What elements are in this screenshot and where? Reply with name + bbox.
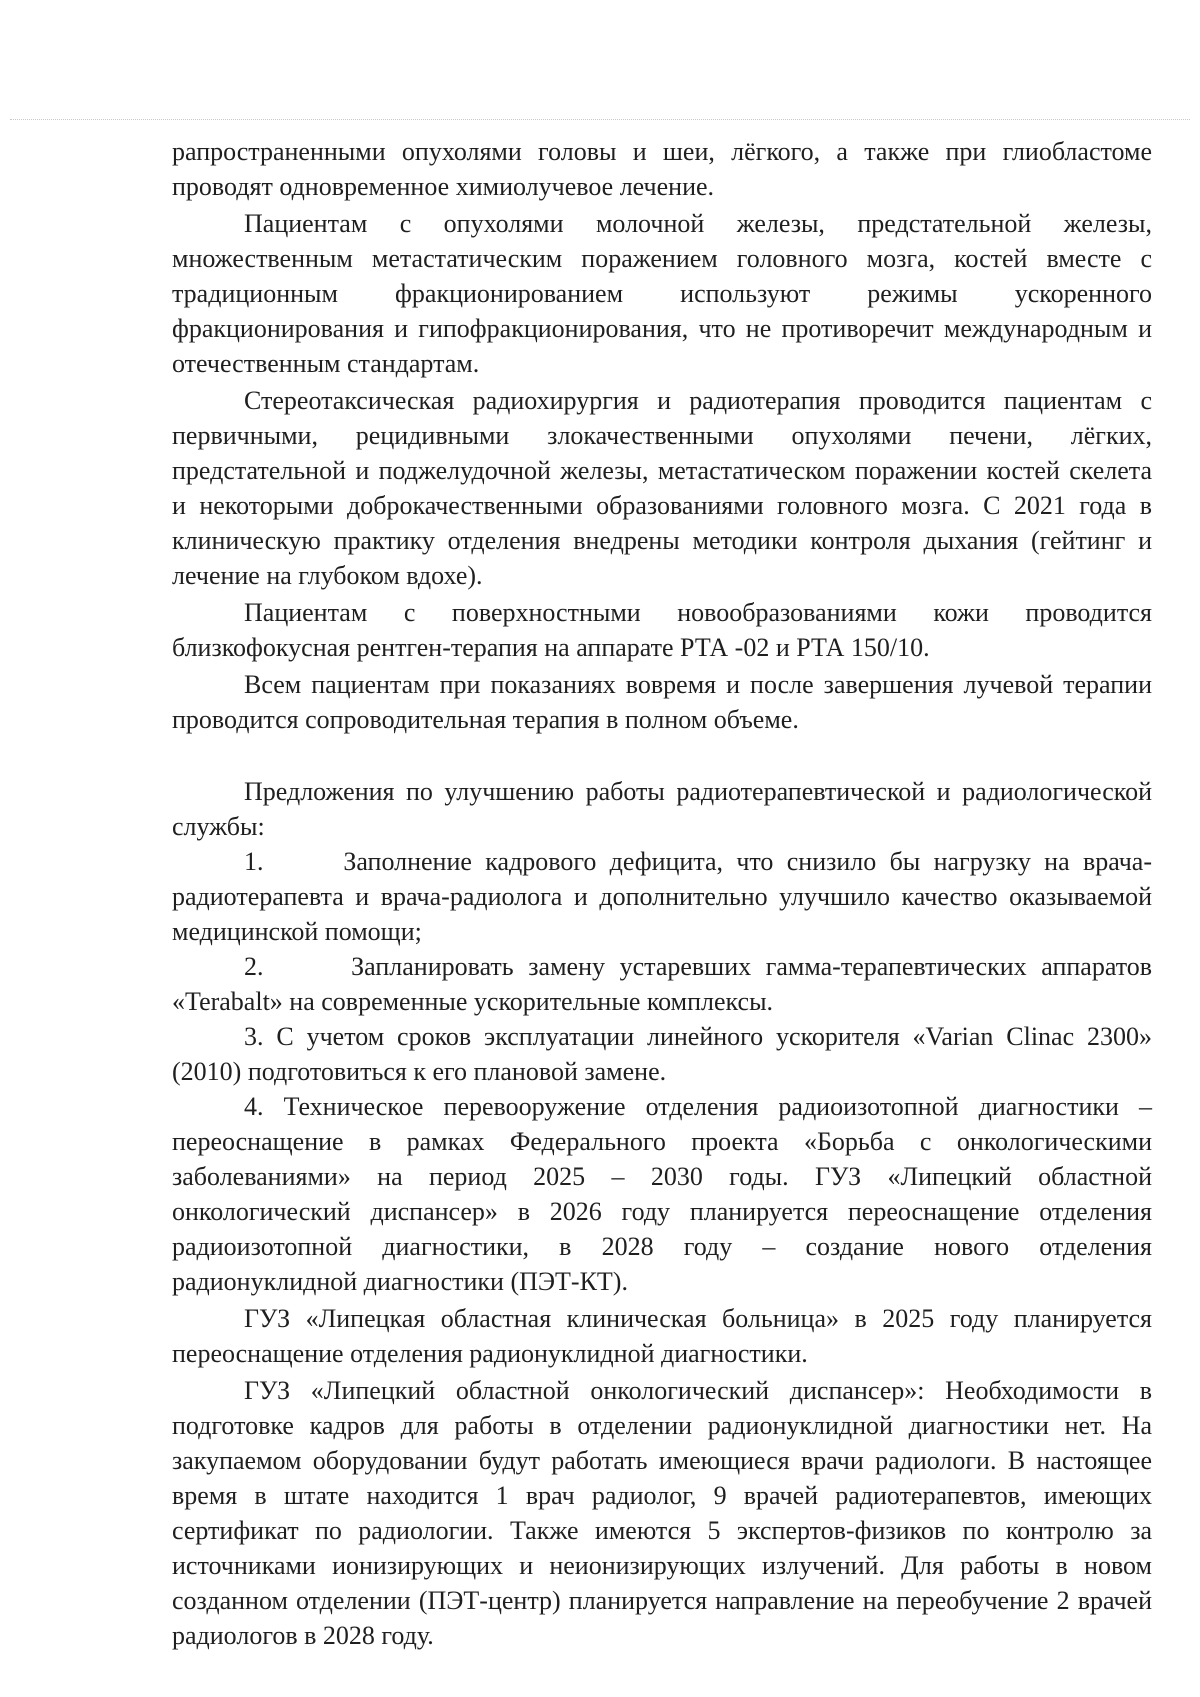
- paragraph-regional-hospital: ГУЗ «Липецкая областная клиническая больница» в 2025 году планируется переоснащение отделения радионуклидной диагностики.: [172, 1304, 1152, 1368]
- scan-edge-line: [10, 119, 1190, 120]
- paragraph-oncology-dispensary: ГУЗ «Липецкий областной онкологический диспансер»: Необходимости в подготовке кадров для работы в отделении радионуклидной диагностики нет. На закупаемом оборудовании будут работать имеющиеся врачи радиологи. В настоящее время в штате находится 1 врач радиолог, 9 врачей радиотерапевтов, имеющих сертификат по радиологии. Также имеются 5 экспертов-физиков по контролю за источниками ионизирующих и неионизирующих излучений. Для работы в новом созданном отделении (ПЭТ-центр) планируется направление на переобучение 2 врачей радиологов в 2028 году.: [172, 1376, 1152, 1650]
- paragraph-stereotaxic: Стереотаксическая радиохирургия и радиотерапия проводится пациентам с первичными, рецидивными злокачественными опухолями печени, лёгких, предстательной и поджелудочной железы, метастатическом поражении костей скелета и некоторыми доброкачественными образованиями головного мозга. С 2021 года в клиническую практику отделения внедрены методики контроля дыхания (гейтинг и лечение на глубоком вдохе).: [172, 386, 1152, 590]
- paragraph-fractionation: Пациентам с опухолями молочной железы, предстательной железы, множественным метастатическим поражением головного мозга, костей вместе с традиционным фракционированием используют режимы ускоренного фракционирования и гипофракционирования, что не противоречит международным и отечественным стандартам.: [172, 209, 1152, 378]
- proposal-item-2: 2. Запланировать замену устаревших гамма-терапевтических аппаратов «Terabalt» на современные ускорительные комплексы.: [172, 952, 1152, 1016]
- paragraph-skin-therapy: Пациентам с поверхностными новообразованиями кожи проводится близкофокусная рентген-терапия на аппарате РТА -02 и РТА 150/10.: [172, 598, 1152, 662]
- proposal-item-3: 3. С учетом сроков эксплуатации линейного ускорителя «Varian Clinac 2300» (2010) подготовиться к его плановой замене.: [172, 1022, 1152, 1086]
- proposal-item-1: 1. Заполнение кадрового дефицита, что снизило бы нагрузку на врача-радиотерапевта и врача-радиолога и дополнительно улучшило качество оказываемой медицинской помощи;: [172, 847, 1152, 946]
- proposals-heading: Предложения по улучшению работы радиотерапевтической и радиологической службы:: [172, 777, 1152, 841]
- proposal-item-4: 4. Техническое перевооружение отделения радиоизотопной диагностики – переоснащение в рамках Федерального проекта «Борьба с онкологическими заболеваниями» на период 2025 – 2030 годы. ГУЗ «Липецкий областной онкологический диспансер» в 2026 году планируется переоснащение отделения радиоизотопной диагностики, в 2028 году – создание нового отделения радионуклидной диагностики (ПЭТ-КТ).: [172, 1092, 1152, 1296]
- document-page: [172, 134, 1152, 1653]
- paragraph-supportive-therapy: Всем пациентам при показаниях вовремя и после завершения лучевой терапии проводится сопроводительная терапия в полном объеме.: [172, 670, 1152, 734]
- paragraph-chemoradiation: рапространенными опухолями головы и шеи, лёгкого, а также при глиобластоме проводят одновременное химиолучевое лечение.: [172, 137, 1152, 201]
